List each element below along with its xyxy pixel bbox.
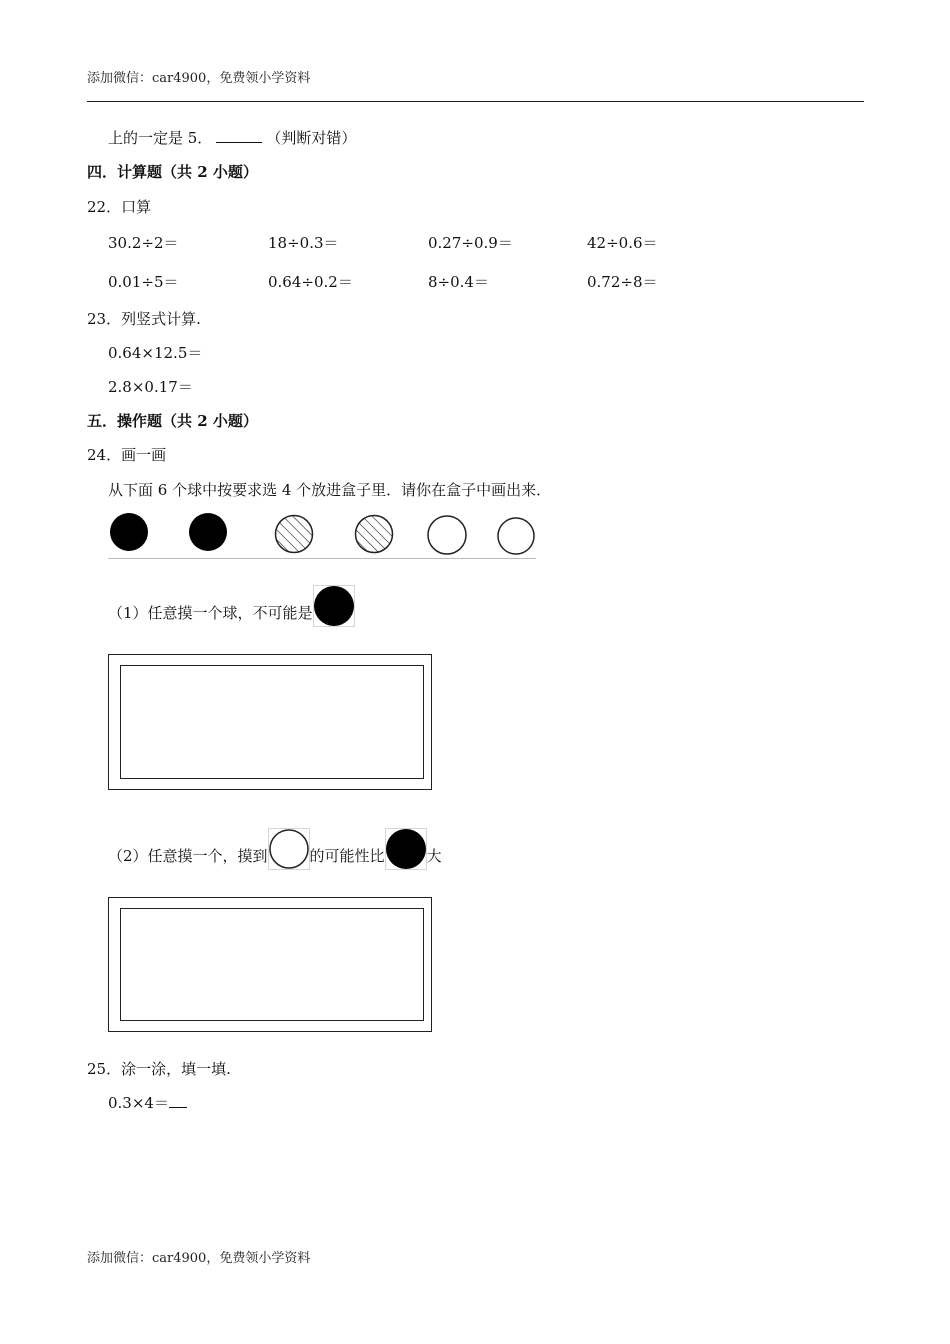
q22-item: 18÷0.3＝	[268, 234, 339, 252]
white-ball-icon	[268, 828, 310, 886]
answer-blank[interactable]	[216, 128, 262, 143]
black-ball-icon	[385, 828, 427, 886]
q22-item: 0.27÷0.9＝	[428, 234, 513, 252]
q24-part2-text-b: 的可能性比	[309, 847, 385, 865]
answer-blank[interactable]	[169, 1093, 187, 1108]
q24-part2	[108, 828, 442, 870]
page-header: 添加微信：car4900，免费领小学资料	[87, 71, 311, 86]
ball-row	[108, 510, 536, 559]
section-5-title: 五．操作题（共 2 小题）	[87, 412, 258, 430]
white-ball	[428, 516, 466, 554]
q22-title: 22．口算	[87, 198, 152, 216]
section-4-title: 四．计算题（共 2 小题）	[87, 163, 258, 181]
q24-part1-text: （1）任意摸一个球，不可能是	[108, 604, 313, 622]
white-ball	[498, 518, 534, 554]
q25-expr-line	[108, 1092, 187, 1113]
q22-item: 0.72÷8＝	[587, 273, 658, 291]
q22-item: 0.64÷0.2＝	[268, 273, 353, 291]
q24-instruction: 从下面 6 个球中按要求选 4 个放进盒子里．请你在盒子中画出来．	[108, 481, 552, 499]
q24-title: 24．画一画	[87, 446, 167, 464]
q22-item: 42÷0.6＝	[587, 234, 658, 252]
black-ball	[110, 513, 148, 551]
hatched-ball	[356, 516, 393, 553]
answer-box-1-inner	[120, 665, 424, 779]
q25-expr: 0.3×4＝	[108, 1094, 169, 1112]
hatched-ball	[276, 516, 313, 553]
header-divider	[87, 101, 864, 102]
page-footer: 添加微信：car4900，免费领小学资料	[87, 1251, 311, 1266]
q23-item: 0.64×12.5＝	[108, 344, 203, 362]
black-ball-icon	[313, 585, 355, 643]
q21-line	[108, 127, 356, 148]
q21-prefix: 上的一定是 5．	[108, 129, 213, 147]
q21-suffix: （判断对错）	[266, 129, 357, 147]
answer-box-2-inner	[120, 908, 424, 1021]
q24-part2-text-a: （2）任意摸一个，摸到	[108, 847, 268, 865]
q24-part1	[108, 585, 355, 627]
q24-part2-text-c: 大	[426, 847, 442, 865]
q23-title: 23．列竖式计算.	[87, 310, 201, 328]
balls-figure	[108, 510, 536, 558]
q22-item: 0.01÷5＝	[108, 273, 179, 291]
q25-title: 25．涂一涂，填一填.	[87, 1060, 231, 1078]
black-ball	[189, 513, 227, 551]
q23-item: 2.8×0.17＝	[108, 378, 193, 396]
q22-item: 8÷0.4＝	[428, 273, 489, 291]
q22-item: 30.2÷2＝	[108, 234, 179, 252]
